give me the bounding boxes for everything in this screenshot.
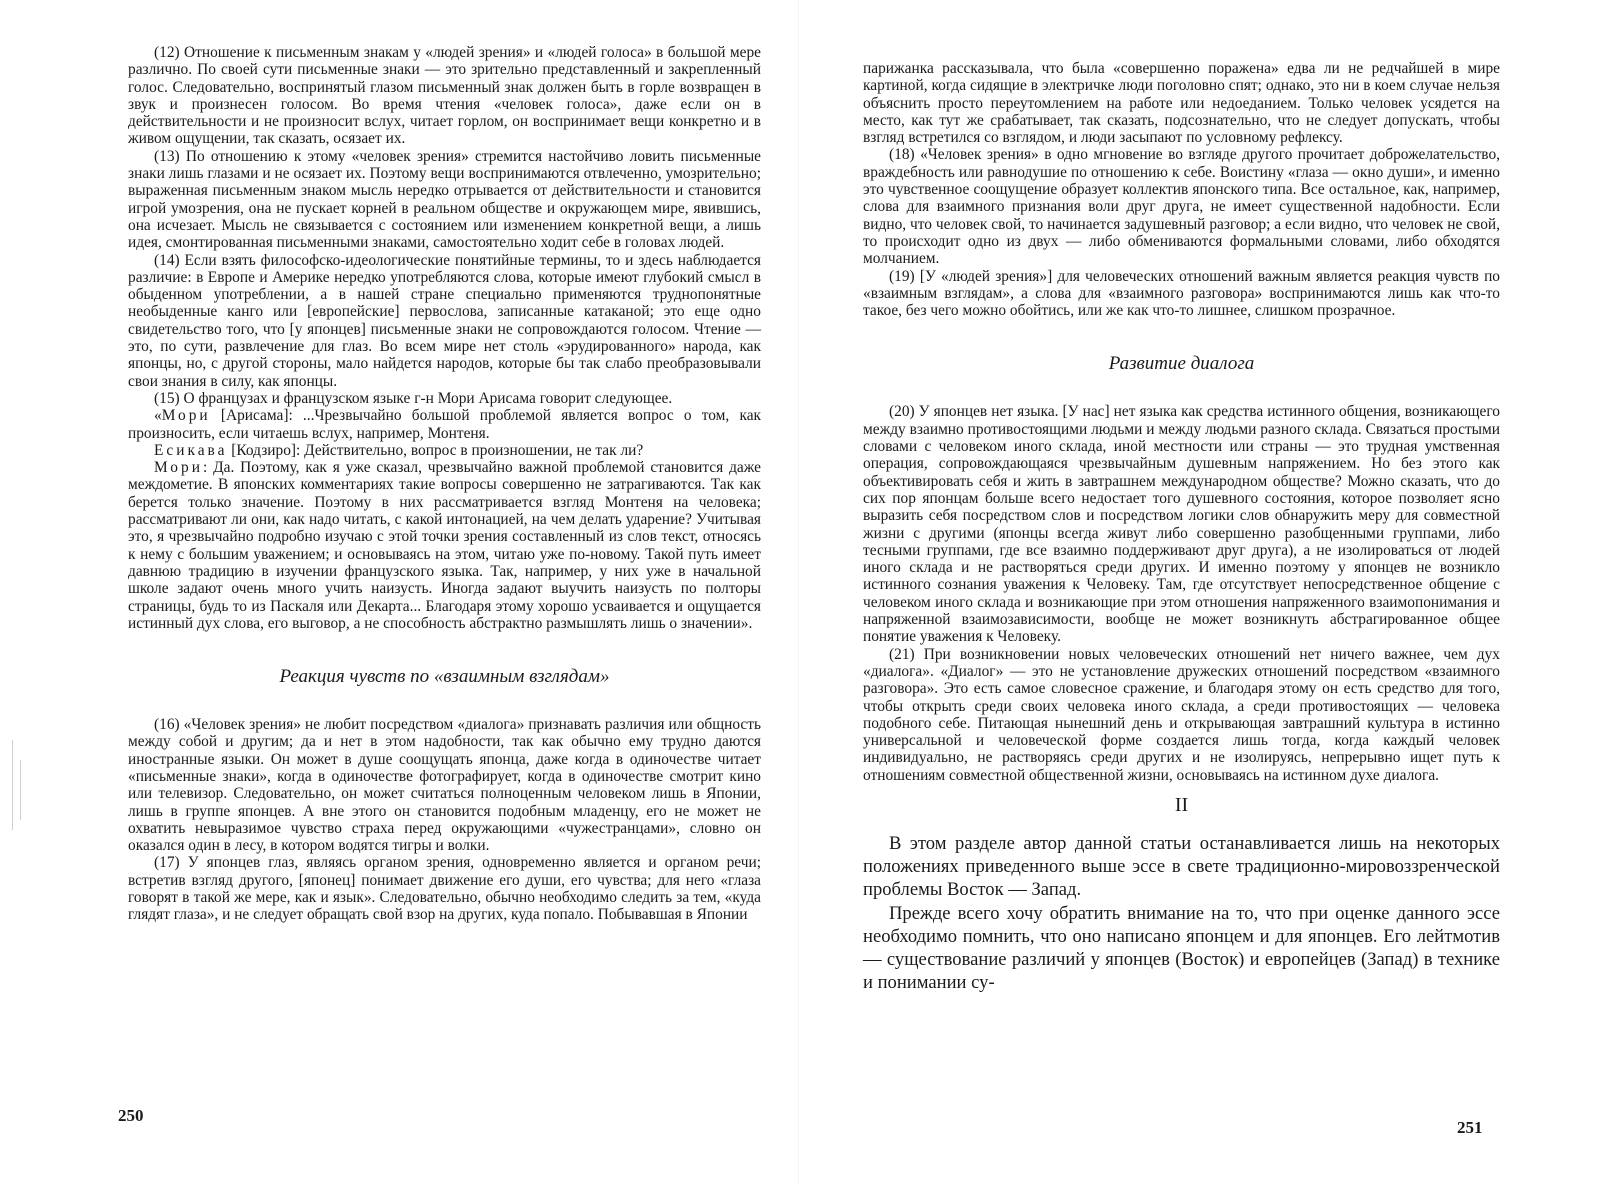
left-page [0, 0, 798, 1185]
scan-artifact [12, 740, 13, 830]
paragraph-20: (20) У японцев нет языка. [У нас] нет языка как средства истинного общения, возникающего между взаимно противостоящими людьми и между людьми разного склада. Связаться простыми словами с человеком иного склада, иной местности или страны — это трудная умственная операция, сопровождающаяся чрезвычайным душевным напряжением. Но без этого как объективировать себя и жить в завтрашнем международном обществе? Можно сказать, что до сих пор японцам больше всего недостает того душевного состояния, которое позволяет ясно выразить себя посредством слов и посредством логики слов обнаружить меру для совместной жизни с другими (японцы всегда живут либо совершенно разобщенными группами, либо тесными группами, где все взаимно поддерживают друг друга), а не изолироваться от людей иного склада и не растворяться среди других. И именно поэтому у японцев не возникло истинного сознания уважения к Человеку. Там, где отсутствует непосредственное общение с человеком иного склада и возникающие при этом отношения напряженного взаимопонимания и напряженной взаимозависимости, вообще не может возникнуть абстрагированное общее понятие уважения к Человеку. [863, 403, 1500, 646]
dialogue-line [128, 442, 761, 459]
paragraph-21: (21) При возникновении новых человеческих отношений нет ничего важнее, чем дух «диалога». «Диалог» — это не установление дружеских отношений посредством «взаимного разговора». Это есть самое словесное сражение, и благодаря этому он есть средство для того, чтобы открыть среди своих человека иного склада, а среди противостоящих — человека подобного себе. Питающая нынешний день и открывающая завтрашний культура в истинно универсальной и человеческой форме создается лишь тогда, когда каждый человек индивидуально, не растворяясь среди других и не изолируясь, непрерывно ищет путь к отношениям совместной общественной жизни, основываясь на истинном духе диалога. [863, 645, 1500, 784]
right-text-column [863, 60, 1500, 994]
scan-artifact [20, 760, 21, 820]
page-number: 250 [118, 1106, 144, 1125]
large-paragraph: Прежде всего хочу обратить внимание на то, что при оценке данного эссе необходимо помнить, что оно написано японцем и для японцев. Его лейтмотив — существование различий у японцев (Восток) и европейцев (Запад) в технике и понимании су- [863, 902, 1500, 994]
part-number: II [1174, 793, 1189, 816]
large-paragraph: В этом разделе автор данной статьи останавливается лишь на некоторых положениях приведенного выше эссе в свете традиционно-мировоззренческой проблемы Восток — Запад. [863, 832, 1500, 901]
speaker-name: Мори [161, 407, 211, 425]
part-two-text [863, 832, 1500, 994]
paragraph-18: (18) «Человек зрения» в одно мгновение во взгляде другого прочитает доброжелательство, враждебность или равнодушие по отношению к себе. Воистину «глаза — окно души», и именно это чувственное соощущение образует коллектив японского типа. Все остальное, как, например, слова для взаимного признания воли друг друга, не имеет существенной надобности. Если видно, что человек свой, то начинается задушевный разговор; а если видно, что человек не свой, то происходит одно из двух — либо обмениваются формальными словами, либо обходятся молчанием. [863, 146, 1500, 268]
dialogue-text: [Кодзиро]: Действительно, вопрос в произношении, не так ли? [227, 441, 644, 459]
paragraph-19: (19) [У «людей зрения»] для человеческих отношений важным является реакция чувств по «взаимным взглядам», а слова для «взаимного разговора» воспринимаются лишь как что-то такое, без чего можно обойтись, или же как что-то лишнее, слишком прозрачное. [863, 267, 1500, 320]
dialogue-text: : Да. Поэтому, как я уже сказал, чрезвычайно важной проблемой становится даже междометие. В японских комментариях такие вопросы совершенно не затрагиваются. Так как берется только значение. Поэтому в них рассматривается взгляд Монтеня на человека; рассматривают ли они, как надо читать, с какой интонацией, на чем делать ударение? Учитывая это, я чрезвычайно подробно изучаю с этой точки зрения составленный из слов текст, относясь к нему с большим уважением; и основываясь на этом, читаю уже по-новому. Такой путь имеет давнюю традицию в изучении французского языка. Так, например, у них уже в начальной школе задают очень много учить наизусть. Иногда задают выучить наизусть по полторы страницы, будь то из Паскаля или Декарта... Благодаря этому хорошо усваивается и ощущается истинный дух слова, его выговор, а не способность абстрактно размышлять лишь о значении». [128, 459, 761, 632]
paragraph-16: (16) «Человек зрения» не любит посредством «диалога» признавать различия или общность между собой и другим; да и нет в этом надобности, так как обычно ему трудно даются иностранные языки. Он может в душе соощущать японца, даже когда в одиночестве читает «письменные знаки», когда в одиночестве фотографирует, когда в одиночестве смотрит кино или телевизор. Следовательно, он может считаться полноценным человеком лишь в Японии, лишь в группе японцев. А вне этого он становится подобным младенцу, его не может не охватить невыразимое чувство страха перед окружающими «чужестранцами», словно он оказался один в лесу, в котором водятся тигры и волки. [128, 716, 761, 855]
paragraph-17: (17) У японцев глаз, являясь органом зрения, одновременно является и органом речи; встретив взгляд другого, [японец] понимает движение его души, его чувства; для него «глаза говорят в такой же мере, как и язык». Следовательно, обычно необходимо следить за тем, «куда глядят глаза», и не следует обращать свой взор на других, куда попало. Побывавшая в Японии [128, 854, 761, 924]
dialogue-line [128, 459, 761, 632]
speaker-name: Есикава [154, 441, 228, 459]
speaker-name: Мори [154, 459, 203, 477]
paragraph-14: (14) Если взять философско-идеологические понятийные термины, то и здесь наблюдается различие: в Европе и Америке нередко употребляются слова, которые имеют глубокий смысл в обыденном употреблении, а в нашей стране специально применяются труднопонятные необыденные канго или [европейские] первослова, записанные катаканой; это еще одно свидетельство того, что [у японцев] письменные знаки не сопровождаются голосом. Чтение — это, по сути, развлечение для глаз. Во всем мире нет столь «эрудированного» народа, как японцы, но, с другой стороны, мало найдется народов, которые бы так слабо преобразовывали свои знания в силу, как японцы. [128, 251, 761, 390]
paragraph-13: (13) По отношению к этому «человек зрения» стремится настойчиво ловить письменные знаки лишь глазами и не осязает их. Поэтому вещи воспринимаются отвлеченно, умозрительно; выраженная письменным знаком мысль нередко отрывается от действительности и становится игрой умозрения, она не пускает корней в реальном обществе и окружающем мире, явившись, она исчезает. Мысль не связывается с состоянием или изменением конкретной вещи, а лишь идея, смонтированная письменными знаками, самостоятельно ходит себе в головах людей. [128, 147, 761, 252]
paragraph-15: (15) О французах и французском языке г-н Мори Арисама говорит следующее. [154, 389, 673, 407]
page-number: 251 [1457, 1118, 1483, 1137]
dialogue-text: [Арисама]: ...Чрезвычайно большой проблемой является вопрос о том, как произносить, если читаешь вслух, например, Монтеня. [128, 407, 761, 442]
dialogue-line: «Мори [Арисама]: ...Чрезвычайно большой проблемой является вопрос о том, как произносить, если читаешь вслух, например, Монтеня. [128, 407, 761, 442]
right-page [799, 0, 1597, 1185]
paragraph-12: (12) Отношение к письменным знакам у «людей зрения» и «людей голоса» в большой мере различно. По своей сути письменные знаки — это зрительно представленный и закрепленный голос. Следовательно, воспринятый глазом письменный знак должен быть в горле возвращен в звук и произнесен голосом. Во время чтения «человек голоса», даже если он в действительности и не произносит вслух, читает горлом, он воспринимает вещи конкретно и в живом ощущении, так сказать, осязает их. [128, 44, 761, 148]
section-heading: Реакция чувств по «взаимным взглядам» [279, 666, 610, 688]
section-heading: Развитие диалога [1108, 353, 1255, 375]
paragraph-continued: парижанка рассказывала, что была «совершенно поражена» едва ли не редчайшей в мире картиной, когда сидящие в электричке люди поголовно спят; однако, это ни в коем случае нельзя объяснить просто переутомлением на работе или недоеданием. Только человек усядется на место, как тут же срабатывает, так сказать, подсознательно, что не следует допускать, чтобы взгляд встретился со взглядом, и люди засыпают по условному рефлексу. [863, 60, 1500, 147]
left-text-column [128, 44, 761, 924]
